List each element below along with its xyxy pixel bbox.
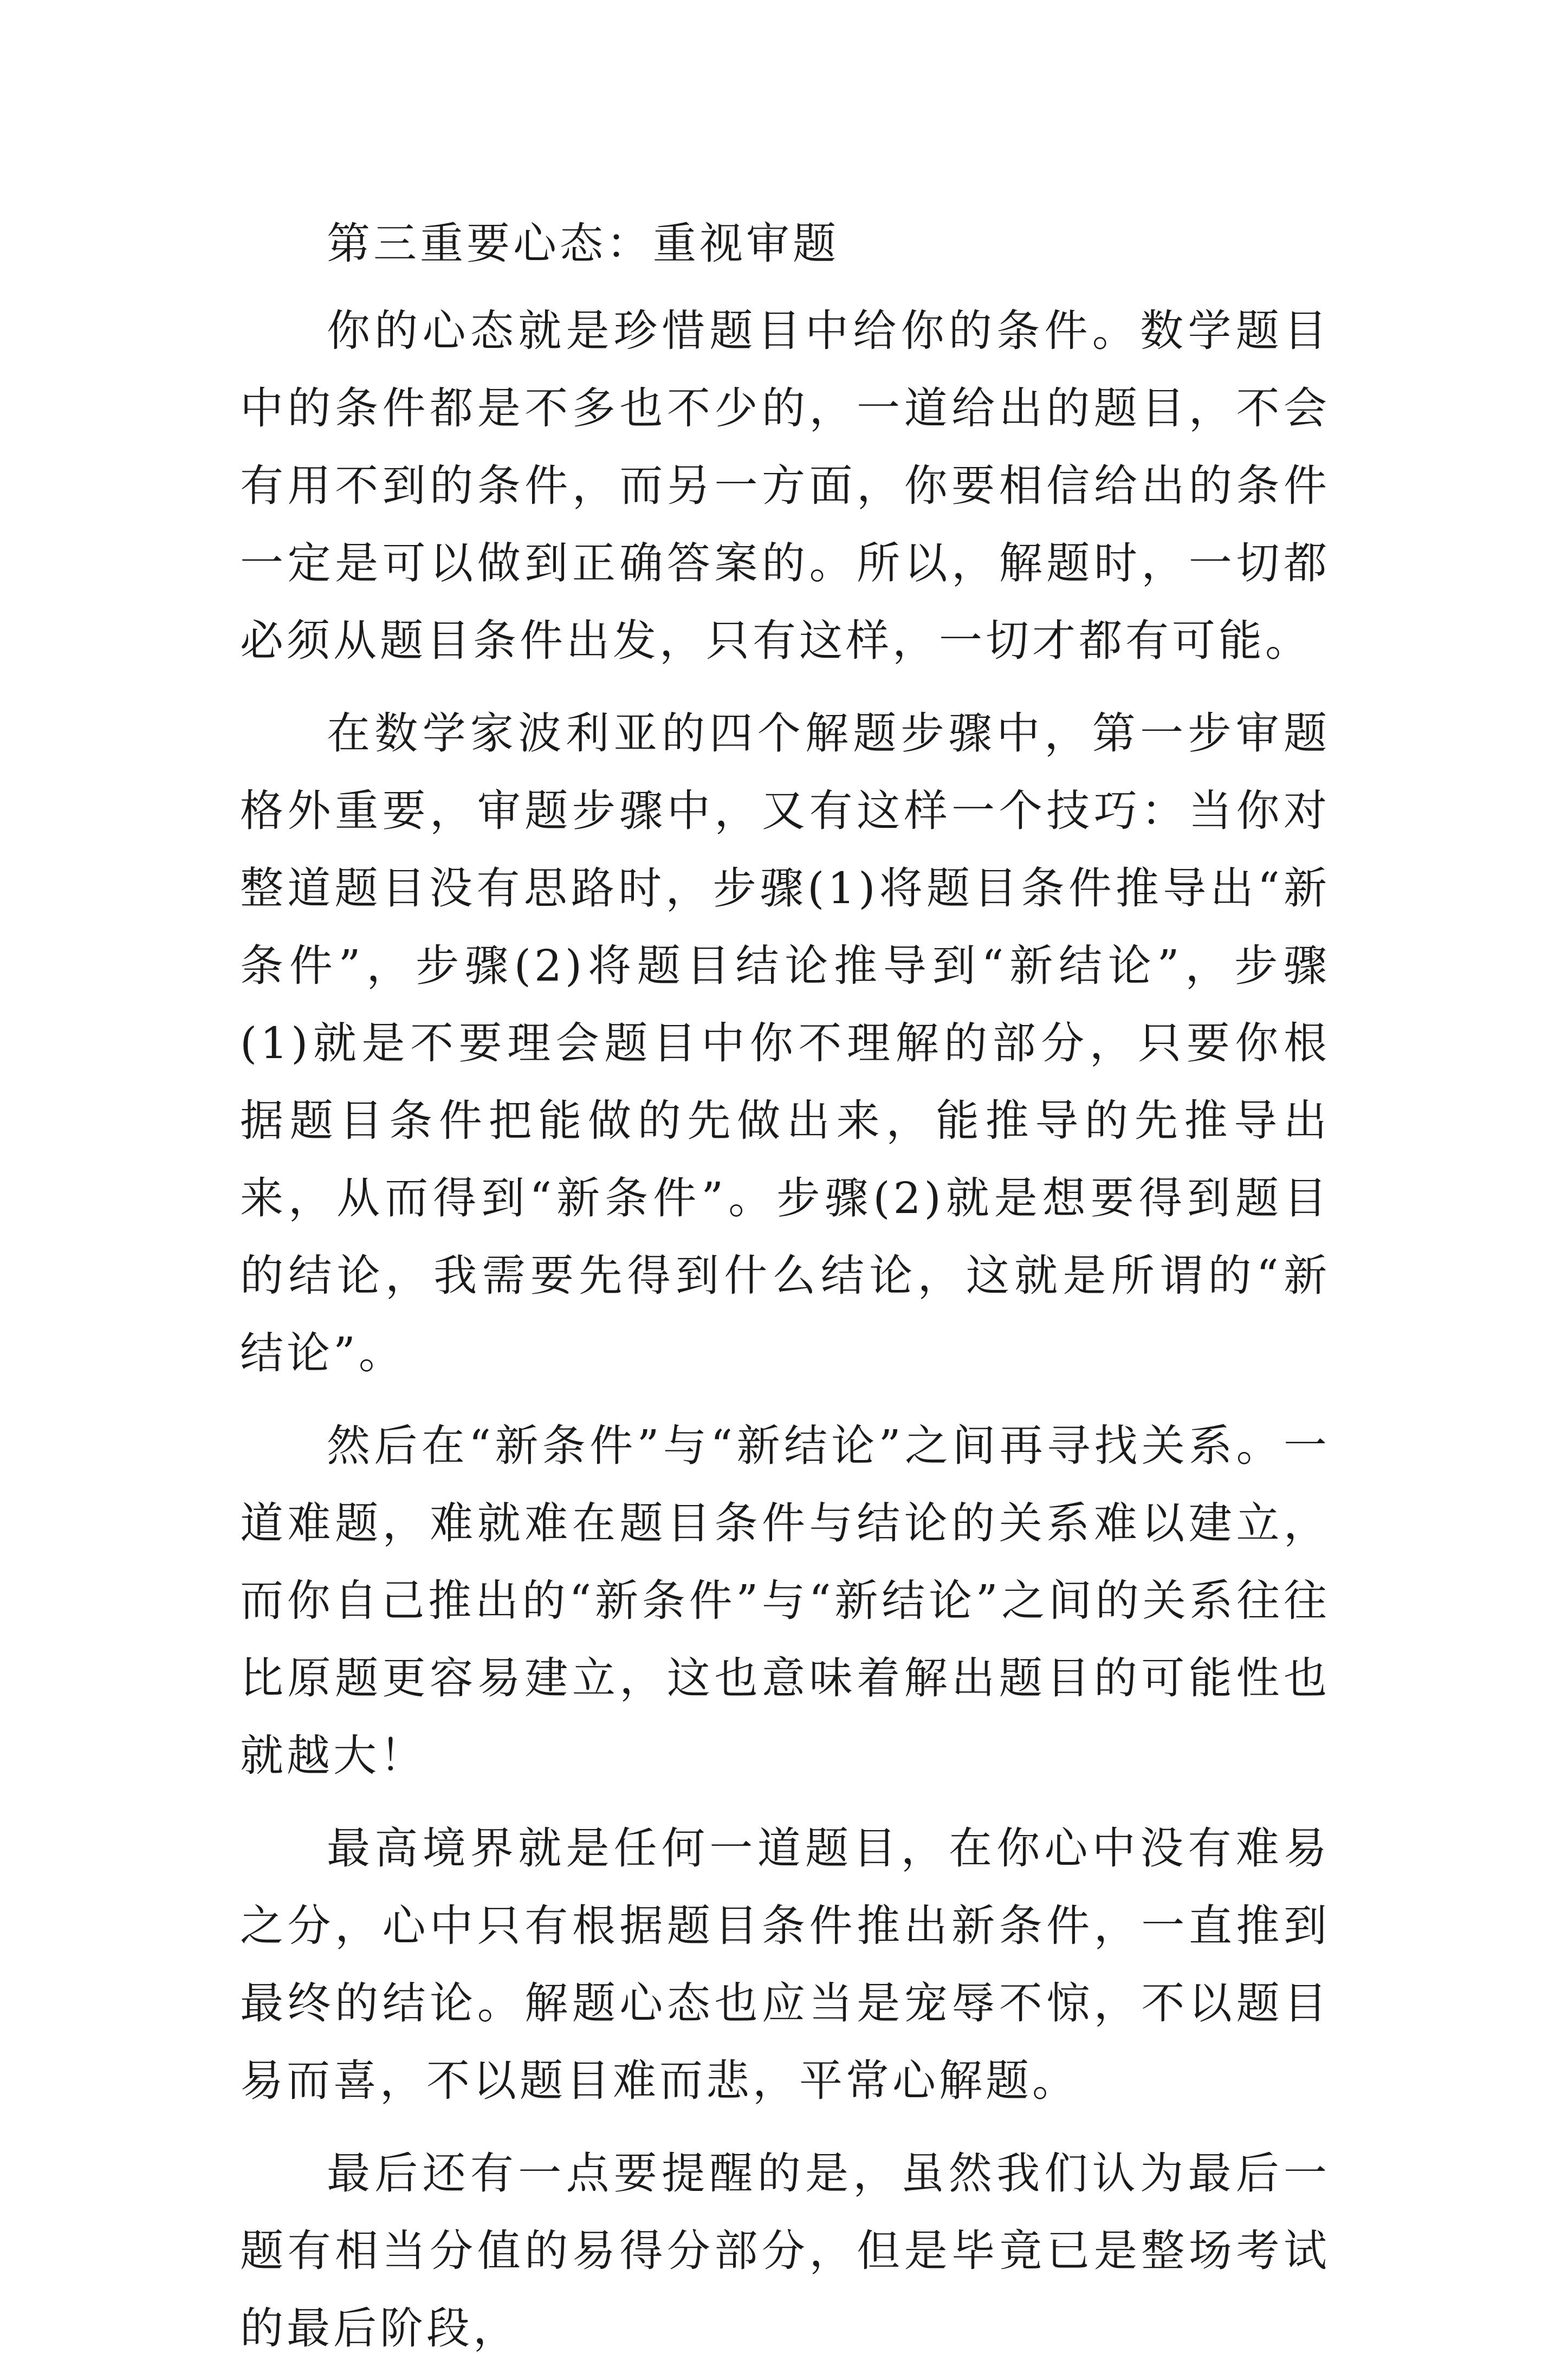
document-body [240, 205, 1330, 2367]
section-heading: 第三重要心态：重视审题 [327, 218, 839, 269]
paragraph-5: 最后还有一点要提醒的是，虽然我们认为最后一题有相当分值的易得分部分，但是毕竟已是整场考试的最后阶段， [240, 2148, 1330, 2353]
paragraph-4: 最高境界就是任何一道题目，在你心中没有难易之分，心中只有根据题目条件推出新条件，一直推到最终的结论。解题心态也应当是宠辱不惊，不以题目易而喜，不以题目难而悲，平常心解题。 [240, 1823, 1330, 2106]
paragraph-2: 在数学家波利亚的四个解题步骤中，第一步审题格外重要，审题步骤中，又有这样一个技巧：当你对整道题目没有思路时，步骤(1)将题目条件推导出“新条件”，步骤(2)将题目结论推导到“新结论”，步骤(1)就是不要理会题目中你不理解的部分，只要你根据题目条件把能做的先做出来，能推导的先推导出来，从而得到“新条件”。步骤(2)就是想要得到题目的结论，我需要先得到什么结论，这就是所谓的“新结论”。 [240, 708, 1330, 1378]
paragraph-3: 然后在“新条件”与“新结论”之间再寻找关系。一道难题，难就难在题目条件与结论的关系难以建立，而你自己推出的“新条件”与“新结论”之间的关系往往比原题更容易建立，这也意味着解出题目的可能性也就越大！ [240, 1421, 1330, 1781]
paragraph-1: 你的心态就是珍惜题目中给你的条件。数学题目中的条件都是不多也不少的，一道给出的题目，不会有用不到的条件，而另一方面，你要相信给出的条件一定是可以做到正确答案的。所以，解题时，一切都必须从题目条件出发，只有这样，一切才都有可能。 [240, 306, 1330, 666]
